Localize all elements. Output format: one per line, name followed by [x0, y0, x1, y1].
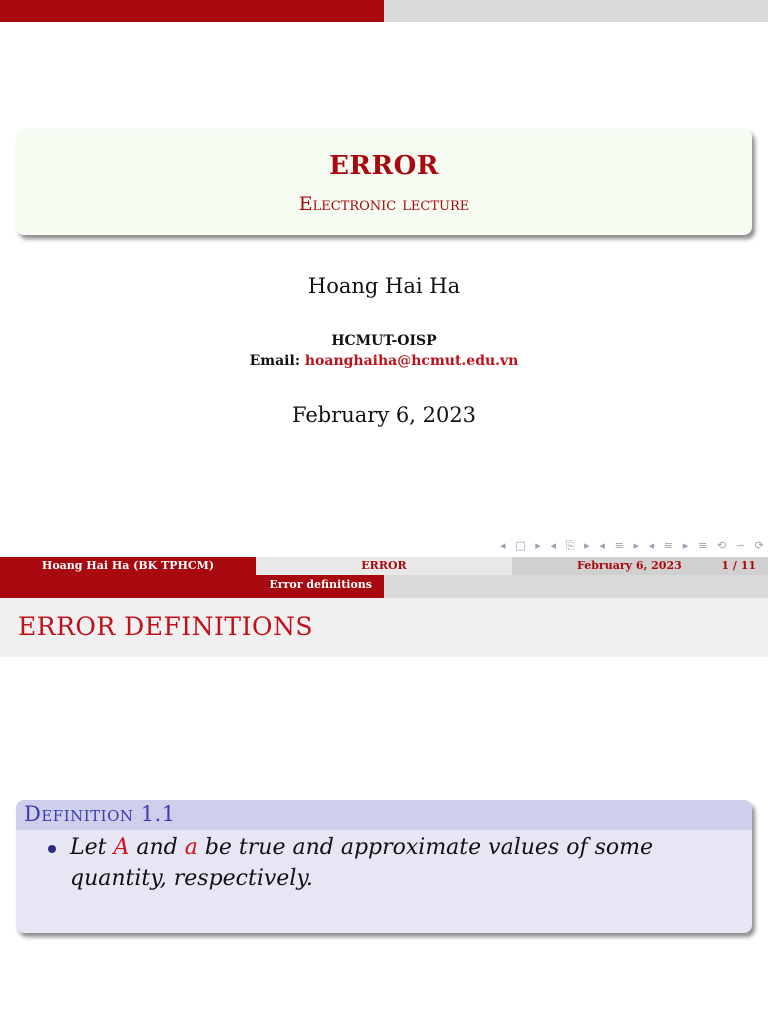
nav-search-icon[interactable]: ∽ — [735, 539, 745, 552]
presentation-subtitle: Electronic lecture — [298, 193, 470, 215]
email-link[interactable]: hoanghaiha@hcmut.edu.vn — [304, 353, 519, 369]
progress-bar-filled — [0, 0, 384, 22]
nav-slide-icon[interactable]: □ — [515, 539, 526, 552]
nav-next-section-icon[interactable]: ▸ — [682, 539, 689, 552]
top-progress-bar — [0, 0, 768, 22]
frame-title: ERROR DEFINITIONS — [18, 612, 313, 641]
variable-true-value: A — [113, 835, 130, 860]
footer-date-page — [512, 557, 768, 575]
author-name: Hoang Hai Ha — [307, 274, 461, 298]
footer-author: Hoang Hai Ha (BK TPHCM) — [0, 557, 256, 575]
footer-short-title: ERROR — [256, 557, 512, 575]
definition-title: Definition 1.1 — [24, 802, 176, 826]
section-header-bar — [0, 575, 768, 598]
bullet-icon — [48, 845, 56, 853]
nav-prev-section-icon[interactable]: ◂ — [648, 539, 655, 552]
nav-prev-subsection-icon[interactable]: ◂ — [599, 539, 605, 552]
text-part: Let — [70, 835, 114, 860]
definition-header — [16, 800, 752, 830]
footer-date: February 6, 2023 — [577, 559, 682, 572]
nav-forward-icon[interactable]: ⟳ — [754, 539, 764, 552]
nav-back-icon[interactable]: ⟲ — [716, 539, 727, 552]
variable-approx-value: a — [184, 835, 198, 860]
text-part: and — [129, 835, 185, 860]
definition-text — [70, 832, 740, 894]
presentation-date: February 6, 2023 — [291, 403, 477, 427]
text-part: be true and approximate values of some quantity, respectively. — [70, 835, 654, 891]
nav-subsection-icon[interactable]: ≡ — [614, 539, 624, 552]
slide-footer — [0, 557, 768, 575]
email-label: Email: — [249, 353, 300, 369]
definition-block — [16, 800, 752, 933]
nav-next-slide-icon[interactable]: ▸ — [535, 539, 541, 552]
nav-document-icon[interactable]: ≡ — [697, 539, 708, 552]
institution: HCMUT-OISP — [331, 333, 437, 349]
nav-section-icon[interactable]: ≡ — [663, 539, 674, 552]
definition-body — [16, 830, 752, 933]
nav-next-subsection-icon[interactable]: ▸ — [633, 539, 639, 552]
progress-bar-empty — [384, 0, 768, 22]
title-box — [16, 129, 752, 235]
beamer-navigation-bar — [500, 538, 764, 554]
presentation-title: ERROR — [329, 151, 439, 181]
nav-next-frame-icon[interactable]: ▸ — [584, 539, 590, 552]
nav-frame-icon[interactable]: ⎘ — [565, 539, 575, 552]
section-label[interactable]: Error definitions — [269, 578, 372, 591]
nav-prev-frame-icon[interactable]: ◂ — [550, 539, 557, 552]
email-line — [0, 353, 768, 369]
footer-page-number: 1 / 11 — [721, 559, 756, 572]
section-bar-empty — [384, 575, 768, 598]
frame-title-bar — [0, 598, 768, 657]
section-bar-filled — [0, 575, 384, 598]
nav-prev-slide-icon[interactable]: ◂ — [500, 539, 506, 552]
